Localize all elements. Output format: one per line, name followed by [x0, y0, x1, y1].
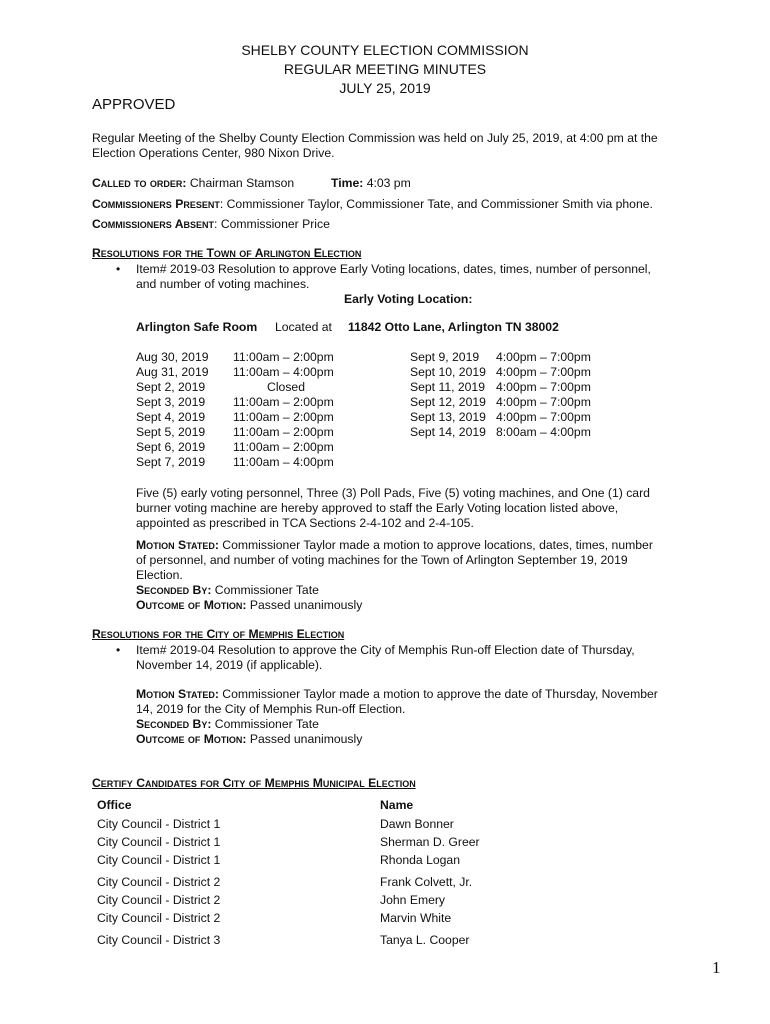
called-to-order-label: Called to order: — [92, 176, 187, 190]
schedule-row — [136, 380, 339, 395]
candidate-name: Frank Colvett, Jr. — [380, 875, 473, 889]
seconded-value: Commissioner Tate — [211, 717, 319, 731]
schedule-time: 4:00pm – 7:00pm — [496, 380, 591, 394]
personnel-line-1: Five (5) early voting personnel, Three (3) Poll Pads, Five (5) voting machines, and One (1) card — [136, 486, 650, 500]
candidate-name: John Emery — [380, 893, 446, 907]
item-2019-04-line-2: November 14, 2019 (if applicable). — [136, 658, 323, 672]
schedule-row — [410, 380, 591, 395]
col-header-name: Name — [380, 798, 414, 812]
called-to-order-value: Chairman Stamson — [189, 176, 295, 190]
motion-stated-2 — [136, 687, 658, 701]
schedule-date: Sept 6, 2019 — [136, 440, 206, 454]
schedule-time: 11:00am – 4:00pm — [233, 365, 334, 379]
item-2019-03-line-1: Item# 2019-03 Resolution to approve Early Voting locations, dates, times, number of personnel, — [136, 262, 651, 276]
early-voting-title: Early Voting Location: — [344, 292, 473, 306]
schedule-row — [136, 410, 339, 425]
motion-label: Motion Stated: — [136, 687, 219, 701]
schedule-row — [136, 350, 339, 365]
schedule-date: Sept 3, 2019 — [136, 395, 206, 409]
schedule-row — [136, 455, 339, 470]
candidate-office: City Council - District 3 — [97, 933, 221, 947]
candidate-office: City Council - District 1 — [97, 853, 221, 867]
outcome-value: Passed unanimously — [246, 598, 363, 612]
outcome-1 — [136, 598, 362, 612]
schedule-row — [410, 365, 591, 380]
location-address: 11842 Otto Lane, Arlington TN 38002 — [348, 320, 559, 334]
present-label: Commissioners Present — [92, 197, 220, 211]
schedule-date: Sept 12, 2019 — [410, 395, 486, 409]
seconded-label: Seconded By: — [136, 717, 212, 731]
candidate-office: City Council - District 2 — [97, 875, 221, 889]
called-to-order — [92, 176, 294, 190]
motion-2-line-2: 14, 2019 for the City of Memphis Run-off Election. — [136, 702, 406, 716]
bullet-icon: • — [116, 262, 121, 276]
candidate-office: City Council - District 2 — [97, 893, 221, 907]
schedule-date: Sept 14, 2019 — [410, 425, 486, 439]
commissioners-present — [92, 197, 653, 211]
schedule-time: 4:00pm – 7:00pm — [496, 350, 591, 364]
motion-text: Commissioner Taylor made a motion to approve locations, dates, times, number — [218, 538, 653, 552]
schedule-time: 11:00am – 2:00pm — [233, 440, 334, 454]
bullet-icon: • — [116, 643, 121, 657]
outcome-label: Outcome of Motion: — [136, 598, 247, 612]
candidate-office: City Council - District 1 — [97, 835, 221, 849]
schedule-date: Sept 5, 2019 — [136, 425, 206, 439]
candidate-name: Tanya L. Cooper — [380, 933, 470, 947]
schedule-row — [410, 425, 591, 440]
schedule-time: 4:00pm – 7:00pm — [496, 365, 591, 379]
schedule-time: 11:00am – 2:00pm — [233, 395, 334, 409]
schedule-time: 11:00am – 2:00pm — [233, 410, 334, 424]
schedule-time: 8:00am – 4:00pm — [496, 425, 591, 439]
schedule-time: 4:00pm – 7:00pm — [496, 395, 591, 409]
schedule-time: Closed — [267, 380, 305, 394]
motion-text: Commissioner Taylor made a motion to approve the date of Thursday, November — [218, 687, 658, 701]
schedule-left — [136, 350, 339, 470]
schedule-date: Aug 31, 2019 — [136, 365, 209, 379]
motion-1-line-2: of personnel, and number of voting machines for the Town of Arlington September 19, 2019 — [136, 553, 628, 567]
schedule-date: Sept 11, 2019 — [410, 380, 485, 394]
candidate-name: Marvin White — [380, 911, 452, 925]
motion-1-line-3: Election. — [136, 568, 183, 582]
candidate-name: Sherman D. Greer — [380, 835, 480, 849]
location-name: Arlington Safe Room — [136, 320, 258, 334]
schedule-right — [410, 350, 591, 440]
schedule-date: Sept 7, 2019 — [136, 455, 206, 469]
time-label: Time: — [331, 176, 364, 190]
schedule-date: Sept 10, 2019 — [410, 365, 486, 379]
personnel-line-2: burner voting machine are hereby approved to staff the Early Voting location listed above, — [136, 501, 619, 515]
seconded-label: Seconded By: — [136, 583, 212, 597]
motion-label: Motion Stated: — [136, 538, 219, 552]
schedule-row — [410, 410, 591, 425]
schedule-date: Sept 4, 2019 — [136, 410, 206, 424]
schedule-row — [136, 365, 339, 380]
motion-stated-1 — [136, 538, 653, 552]
candidate-name: Rhonda Logan — [380, 853, 460, 867]
outcome-label: Outcome of Motion: — [136, 732, 247, 746]
candidate-name: Dawn Bonner — [380, 817, 454, 831]
candidate-office: City Council - District 1 — [97, 817, 221, 831]
outcome-value: Passed unanimously — [246, 732, 363, 746]
approved-label: APPROVED — [92, 96, 176, 113]
schedule-row — [136, 395, 339, 410]
doc-subtitle: REGULAR MEETING MINUTES — [283, 61, 487, 77]
located-at: Located at — [275, 320, 332, 334]
page-number: 1 — [712, 958, 721, 977]
schedule-row — [410, 395, 591, 410]
schedule-date: Sept 2, 2019 — [136, 380, 206, 394]
doc-title: SHELBY COUNTY ELECTION COMMISSION — [241, 42, 529, 58]
schedule-time: 11:00am – 4:00pm — [233, 455, 334, 469]
time-value: 4:03 pm — [366, 176, 411, 190]
schedule-time: 4:00pm – 7:00pm — [496, 410, 591, 424]
absent-value: : Commissioner Price — [214, 217, 330, 231]
item-2019-04-line-1: Item# 2019-04 Resolution to approve the City of Memphis Run-off Election date of Thursday, — [136, 643, 635, 657]
col-header-office: Office — [97, 798, 132, 812]
item-2019-03-line-2: and number of voting machines. — [136, 277, 310, 291]
seconded-value: Commissioner Tate — [211, 583, 319, 597]
intro-line-2: Election Operations Center, 980 Nixon Drive. — [92, 146, 335, 160]
schedule-row — [136, 440, 339, 455]
seconded-by-2 — [136, 717, 319, 731]
absent-label: Commissioners Absent — [92, 217, 215, 231]
intro-line-1: Regular Meeting of the Shelby County Election Commission was held on July 25, 2019, at 4:00 pm at the — [92, 131, 658, 145]
section-heading-memphis: Resolutions for the City of Memphis Election — [92, 627, 345, 641]
schedule-date: Sept 13, 2019 — [410, 410, 486, 424]
schedule-date: Aug 30, 2019 — [136, 350, 209, 364]
outcome-2 — [136, 732, 362, 746]
section-heading-certify: Certify Candidates for City of Memphis Municipal Election — [92, 776, 416, 790]
candidate-office: City Council - District 2 — [97, 911, 221, 925]
schedule-time: 11:00am – 2:00pm — [233, 350, 334, 364]
section-heading-arlington: Resolutions for the Town of Arlington Election — [92, 246, 362, 260]
seconded-by-1 — [136, 583, 319, 597]
schedule-date: Sept 9, 2019 — [410, 350, 480, 364]
called-time — [331, 176, 411, 190]
schedule-time: 11:00am – 2:00pm — [233, 425, 334, 439]
schedule-row — [136, 425, 339, 440]
personnel-line-3: appointed as prescribed in TCA Sections 2-4-102 and 2-4-105. — [136, 516, 474, 530]
present-value: : Commissioner Taylor, Commissioner Tate, and Commissioner Smith via phone. — [219, 197, 653, 211]
commissioners-absent — [92, 217, 330, 231]
doc-date: JULY 25, 2019 — [339, 80, 431, 96]
schedule-row — [410, 350, 591, 365]
